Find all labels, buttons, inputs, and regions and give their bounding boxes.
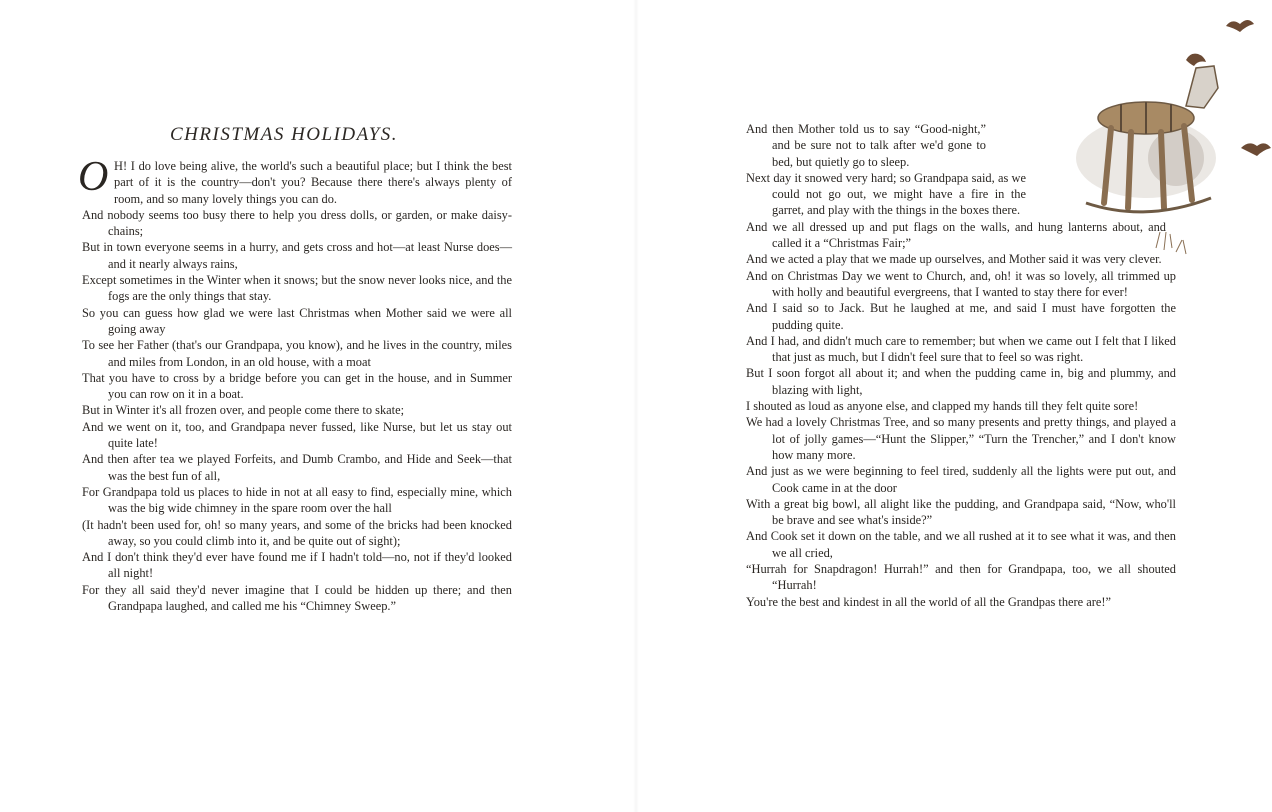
verse-r15: You're the best and kindest in all the world of all the Grandpas there are!”: [746, 594, 1112, 609]
verse-r12: With a great big bowl, all alight like the pudding, and Grandpapa said, “Now, who'll be brave and see what's inside?”: [746, 496, 1176, 528]
verse-r11: And just as we were beginning to feel tired, suddenly all the lights were put out, and Cook came in at the door: [746, 464, 1176, 495]
verse-12: (It hadn't been used for, oh! so many years, and some of the bricks had been knocked away, so you could climb into it, and be quite out of sight);: [82, 517, 512, 548]
verse-r2: Next day it snowed very hard; so Grandpapa said, as we could not go out, we might have a fire in the garret, and play with the things in the boxes there.: [746, 170, 1026, 218]
verse-r7: And I had, and didn't much care to remember; but when we came out I felt that I liked that just as much, but I didn't feel sure that to feel so was right.: [746, 333, 1176, 365]
rocking-horse-with-birds-icon: [1036, 8, 1272, 278]
verse-4: Except sometimes in the Winter when it snows; but the snow never looks nice, and the fogs are the only things that stay.: [82, 273, 512, 304]
verse-14: For they all said they'd never imagine that I could be hidden up there; and then Grandpapa laughed, and called me his “Chimney Sweep.”: [82, 582, 512, 614]
verse-10: And then after tea we played Forfeits, and Dumb Crambo, and Hide and Seek—that was the best fun of all,: [82, 452, 512, 483]
verse-r10: We had a lovely Christmas Tree, and so many presents and pretty things, and played a lot of jolly games—“Hunt the Slipper,” “Turn the Trencher,” and I don't know how many more.: [746, 415, 1176, 462]
verse-6: To see her Father (that's our Grandpapa, you know), and he lives in the country, miles and miles from London, in an old house, with a moat: [82, 338, 512, 369]
page-title: CHRISTMAS HOLIDAYS.: [170, 124, 399, 145]
verse-text: H! I do love being alive, the world's such a beautiful place; but I think the best part of it is the country—don't you? Because there there's always plenty of room, and so many lovely things you can do.: [114, 159, 512, 206]
verse-3: But in town everyone seems in a hurry, and gets cross and hot—at least Nurse does—and it nearly always rains,: [82, 240, 512, 271]
verse-13: And I don't think they'd ever have found me if I hadn't told—no, not if they'd looked all night!: [82, 550, 512, 581]
verse-r5: And on Christmas Day we went to Church, and, oh! it was so lovely, all trimmed up with holly and beautiful evergreens, that I wanted to stay there for ever!: [746, 268, 1176, 299]
verse-r13: And Cook set it down on the table, and we all rushed at it to see what it was, and then we all cried,: [746, 529, 1176, 560]
verse-r3: And we all dressed up and put flags on the walls, and hung lanterns about, and called it a “Christmas Fair;”: [746, 219, 1166, 251]
verse-11: For Grandpapa told us places to hide in not at all easy to find, especially mine, which was the big wide chimney in the spare room over the hall: [82, 484, 512, 516]
verse-5: So you can guess how glad we were last Christmas when Mother said we were all going away: [82, 305, 512, 336]
verse-r6: And I said so to Jack. But he laughed at me, and said I must have forgotten the pudding quite.: [746, 301, 1176, 332]
verse-r8: But I soon forgot all about it; and when the pudding came in, big and plummy, and blazing with light,: [746, 366, 1176, 397]
shadow-wash: [1148, 130, 1204, 186]
drop-cap: O: [78, 154, 109, 200]
verse-r1: And then Mother told us to say “Good-night,” and be sure not to talk after we'd gone to bed, but quietly go to sleep.: [746, 122, 986, 169]
verse-r14: “Hurrah for Snapdragon! Hurrah!” and then for Grandpapa, too, we all shouted “Hurrah!: [746, 562, 1176, 593]
verse-7: That you have to cross by a bridge before you can get in the house, and in Summer you can row on it in a boat.: [82, 370, 512, 402]
right-page: [636, 0, 1272, 812]
verse-9: And we went on it, too, and Grandpapa never fussed, like Nurse, but let us stay out quite late!: [82, 419, 512, 451]
left-verses: [78, 154, 512, 614]
grass-tuft: [1156, 232, 1186, 254]
verse-r4: And we acted a play that we made up ourselves, and Mother said it was very clever.: [746, 252, 1162, 267]
verse-1: [78, 154, 512, 207]
horse-head: [1186, 66, 1218, 108]
verse-8: But in Winter it's all frozen over, and people come there to skate;: [82, 403, 405, 418]
verse-2: And nobody seems too busy there to help you dress dolls, or garden, or make daisy-chains;: [82, 207, 512, 239]
verse-r9: I shouted as loud as anyone else, and clapped my hands till they felt quite sore!: [746, 399, 1139, 414]
